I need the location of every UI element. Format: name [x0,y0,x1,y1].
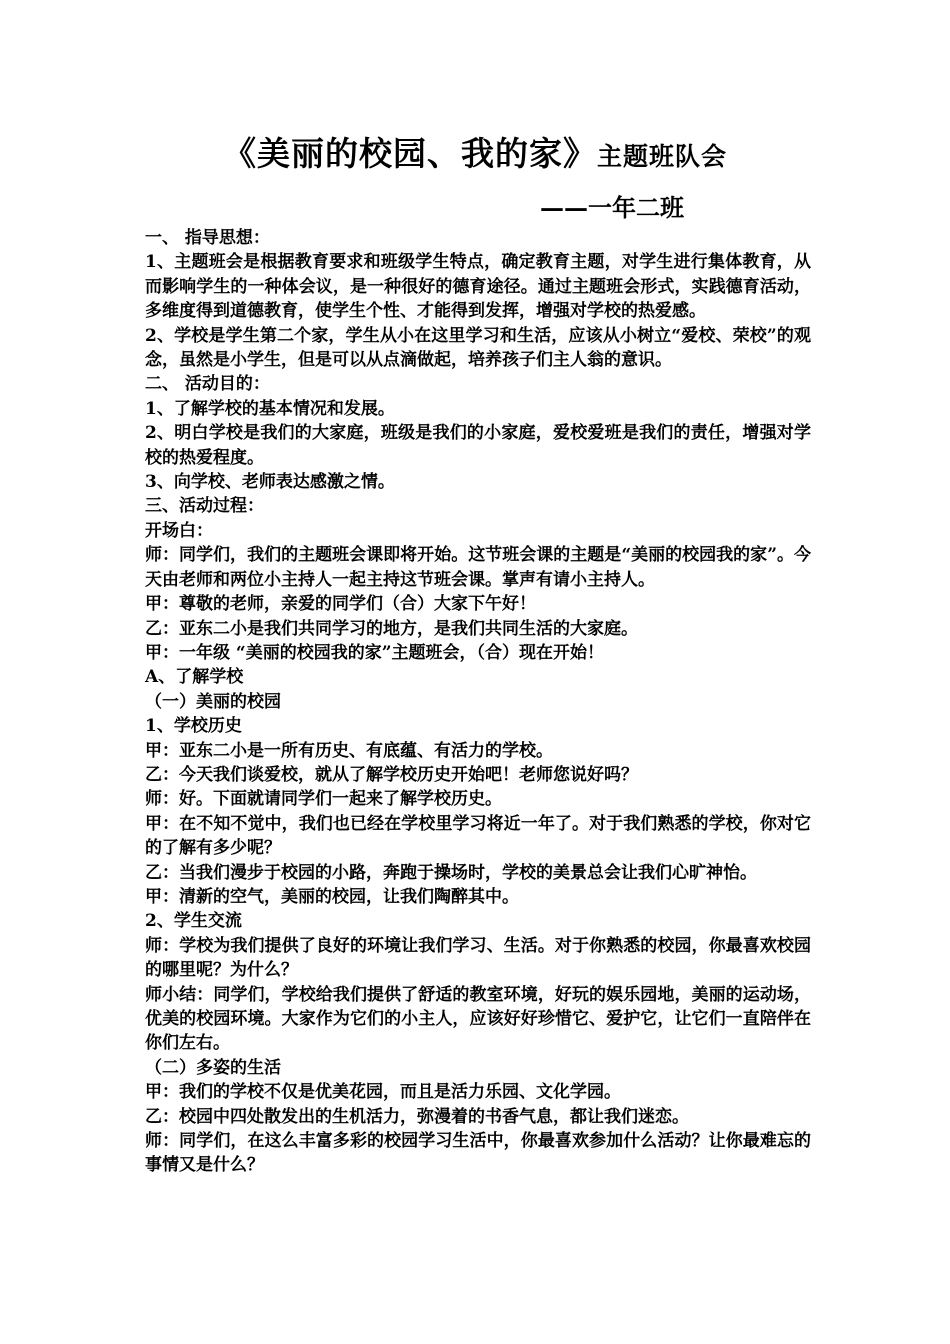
paragraph: 甲：亚东二小是一所有历史、有底蕴、有活力的学校。 [145,740,553,761]
paragraph: 甲：我们的学校不仅是优美花园，而且是活力乐园、文化学园。 [145,1082,621,1103]
paragraph: 甲：在不知不觉中，我们也已经在学校里学习将近一年了。对于我们熟悉的学校，你对它的了解有多少呢？ [145,813,811,859]
document-body [145,226,811,1178]
paragraph: 三、活动过程： [145,496,264,517]
paragraph: 乙：亚东二小是我们共同学习的地方，是我们共同生活的大家庭。 [145,618,638,639]
paragraph: 甲：清新的空气，美丽的校园，让我们陶醉其中。 [145,886,519,907]
paragraph: 师：好。下面就请同学们一起来了解学校历史。 [145,789,502,810]
paragraph: （二）多姿的生活 [145,1057,281,1078]
paragraph: 1、学校历史 [145,716,242,737]
paragraph: 2、学校是学生第二个家，学生从小在这里学习和生活，应该从小树立“爱校、荣校”的观念，虽然是小学生，但是可以从点滴做起，培养孩子们主人翁的意识。 [145,325,811,371]
paragraph: 3、向学校、老师表达感激之情。 [145,472,395,493]
paragraph: 2、明白学校是我们的大家庭，班级是我们的小家庭，爱校爱班是我们的责任，增强对学校的热爱程度。 [145,423,811,468]
title-main: 《美丽的校园、我的家》 [222,134,597,173]
paragraph: 一、 指导思想： [145,228,270,248]
paragraph: 1、主题班会是根据教育要求和班级学生特点，确定教育主题，对学生进行集体教育，从而影响学生的一种体会议，是一种很好的德育途径。通过主题班会形式，实践德育活动，多维度得到道德教育，使学生个性、才能得到发挥，增强对学校的热爱感。 [145,252,811,322]
paragraph: 开场白： [145,520,213,541]
document-subtitle: ——一年二班 [540,193,684,222]
paragraph: A、了解学校 [145,667,244,688]
paragraph: （一）美丽的校园 [145,691,281,712]
paragraph: 二、 活动目的： [145,374,270,395]
paragraph: 乙：校园中四处散发出的生机活力，弥漫着的书香气息，都让我们迷恋。 [145,1106,689,1127]
paragraph: 师：学校为我们提供了良好的环境让我们学习、生活。对于你熟悉的校园，你最喜欢校园的哪里呢？为什么？ [145,935,811,981]
paragraph: 甲：尊敬的老师，亲爱的同学们（合）大家下午好！ [145,594,536,615]
paragraph: 1、了解学校的基本情况和发展。 [145,398,395,419]
paragraph: 师：同学们，在这么丰富多彩的校园学习生活中，你最喜欢参加什么活动？让你最难忘的事情又是什么？ [145,1131,811,1176]
title-suffix: 主题班队会 [596,142,727,171]
paragraph: 甲：一年级 “美丽的校园我的家”主题班会，（合）现在开始！ [145,642,604,663]
document-title [0,128,950,175]
paragraph: 乙：今天我们谈爱校，就从了解学校历史开始吧！老师您说好吗？ [145,764,638,785]
paragraph: 乙：当我们漫步于校园的小路，奔跑于操场时，学校的美景总会让我们心旷神怡。 [145,862,757,883]
paragraph: 师：同学们，我们的主题班会课即将开始。这节班会课的主题是“美丽的校园我的家”。今天由老师和两位小主持人一起主持这节班会课。掌声有请小主持人。 [145,545,811,590]
paragraph: 2、学生交流 [145,911,242,932]
paragraph: 师小结：同学们，学校给我们提供了舒适的教室环境，好玩的娱乐园地，美丽的运动场，优美的校园环境。大家作为它们的小主人，应该好好珍惜它、爱护它，让它们一直陪伴在你们左右。 [145,984,811,1054]
